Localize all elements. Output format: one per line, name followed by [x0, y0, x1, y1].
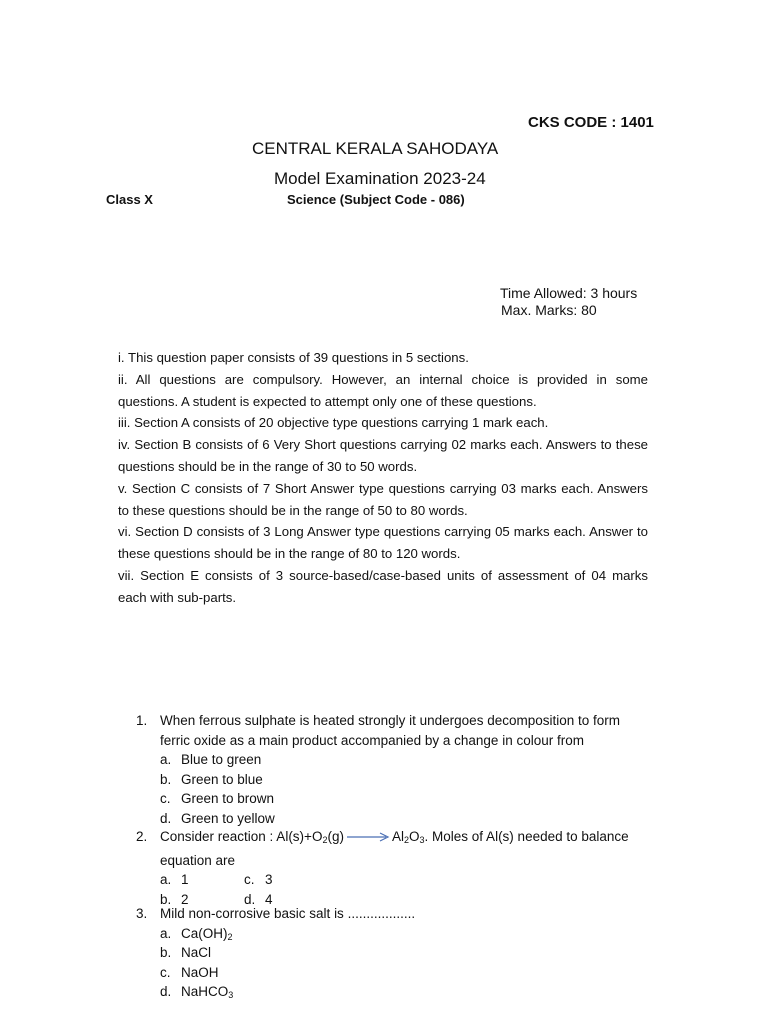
question-stem: Mild non-corrosive basic salt is .................. [160, 906, 416, 921]
option [244, 870, 364, 890]
max-marks: Max. Marks: 80 [501, 302, 597, 318]
question-stem: When ferrous sulphate is heated strongly it undergoes decomposition to form ferric oxide as a main product accompanied by a change in colour from [160, 713, 621, 748]
option-text: 4 [265, 892, 273, 908]
option-letter: b. [160, 892, 172, 908]
stem-text: Consider reaction : Al(s)+O [160, 829, 323, 844]
instruction-item: i. This question paper consists of 39 questions in 5 sections. [118, 350, 469, 365]
option-letter: c. [160, 964, 171, 980]
subscript: 2 [403, 835, 409, 845]
instruction-item: v. Section C consists of 7 Short Answer type questions carrying 03 marks each. Answers to these questions should be in the range of 50 to 80 words. [118, 480, 648, 518]
option [160, 963, 650, 983]
options-list [160, 924, 650, 1002]
option [160, 982, 650, 1002]
instruction-item: vi. Section D consists of 3 Long Answer type questions carrying 05 marks each. Answer to these questions should be in the range of 80 to 120 words. [118, 524, 648, 562]
option-letter: d. [244, 892, 256, 908]
option-text: NaCl [181, 945, 212, 961]
option-letter: c. [244, 872, 255, 888]
question-number: 2. [136, 829, 148, 844]
option [160, 924, 650, 944]
option-letter: d. [160, 810, 172, 826]
option-text: Green to blue [181, 771, 263, 787]
question-number: 3. [136, 906, 148, 921]
option-text: NaHCO$_3$ [181, 984, 234, 1001]
question-number: 1. [136, 713, 148, 728]
stem-text: . Moles of Al(s) needed to balance equation are [160, 829, 629, 868]
general-instructions [118, 347, 648, 609]
option-text: Blue to green [181, 752, 262, 768]
organization-title: CENTRAL KERALA SAHODAYA [252, 139, 499, 158]
option [160, 943, 650, 963]
subscript: 2 [322, 835, 328, 845]
product-text: Al [391, 829, 404, 844]
option-letter: b. [160, 945, 172, 961]
reaction-arrow-icon [346, 832, 390, 842]
subscript: 3 [419, 835, 425, 845]
option-text: NaOH [181, 964, 219, 980]
option-letter: b. [160, 771, 172, 787]
option-letter: a. [160, 925, 172, 941]
question-stem [160, 827, 650, 870]
instruction-item: iv. Section B consists of 6 Very Short questions carrying 02 marks each. Answers to these questions should be in the range of 30 to 50 words. [118, 437, 648, 474]
option-text: Green to yellow [181, 810, 275, 826]
time-allowed: Time Allowed: 3 hours [500, 285, 638, 301]
option [160, 789, 650, 809]
option-text: 1 [181, 872, 189, 888]
option [160, 750, 650, 770]
option-text: 2 [181, 892, 189, 908]
option [160, 809, 650, 829]
options-list [160, 750, 650, 828]
subject-label: Science (Subject Code - 086) [287, 192, 465, 207]
option-letter: a. [160, 872, 172, 888]
option-text: 3 [265, 872, 273, 888]
option-letter: a. [160, 752, 172, 768]
option-letter: d. [160, 984, 172, 1000]
class-label: Class X [106, 192, 153, 207]
option-text: Green to brown [181, 791, 275, 807]
instruction-item: vii. Section E consists of 3 source-based/case-based units of assessment of 04 marks each with sub-parts. [118, 567, 648, 605]
stem-text: (g) [327, 829, 344, 844]
question-1 [136, 711, 650, 828]
cks-code: CKS CODE : 1401 [528, 114, 654, 131]
instruction-item: iii. Section A consists of 20 objective type questions carrying 1 mark each. [118, 415, 549, 431]
question-2 [136, 827, 650, 910]
option-text: $Ca(OH)_2$ [181, 925, 233, 942]
product-text: O [409, 829, 420, 844]
exam-title: Model Examination 2023-24 [274, 169, 486, 188]
question-3 [136, 904, 650, 1002]
instruction-item: ii. All questions are compulsory. However, an internal choice is provided in some questions. A student is expected to attempt only one of these questions. [118, 371, 648, 409]
option [160, 770, 650, 790]
option-letter: c. [160, 791, 171, 807]
option [160, 870, 244, 890]
